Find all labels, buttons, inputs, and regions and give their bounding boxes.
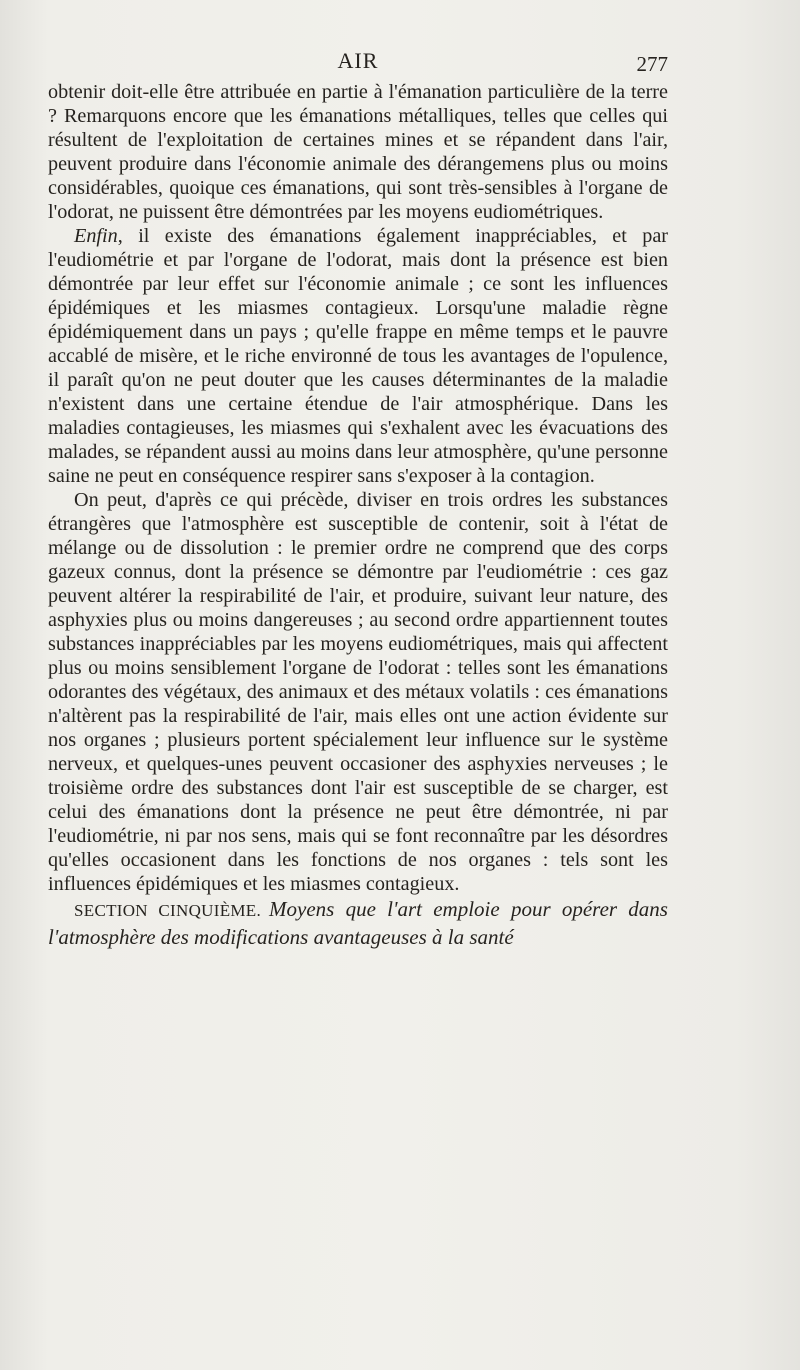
paragraph-text: On peut, d'après ce qui précède, diviser en trois ordres les substances étrangères que l'atmosphère est susceptible de contenir, soit à l'état de mélange ou de dissolution : le premier ordre ne comprend que des corps gazeux connus, dont la présence se démontre par l'eudiométrie : ces gaz peuvent altérer la respirabilité de l'air, et produire, suivant leur nature, des asphyxies plus ou moins dangereuses ; au second ordre appartiennent toutes substances inappréciables par les moyens eudiométriques, mais qui affectent plus ou moins sensiblement l'organe de l'odorat : telles sont les émanations odorantes des végétaux, des animaux et des métaux volatils : ces émanations n'altèrent pas la respirabilité de l'air, mais elles ont une action évidente sur nos organes ; plusieurs portent spécialement leur influence sur le système nerveux, et quelques-unes peuvent occasioner des asphyxies nerveuses ; le troisième ordre des substances dont l'air est susceptible de se charger, est celui des émanations dont la présence ne peut être démontrée, ni par l'eudiométrie, ni par nos sens, mais qui se font reconnaître par les désordres qu'elles occasionent dans les fonctions de nos organes : tels sont les influences épidémiques et les miasmes contagieux. xyxy=(48,489,668,895)
paragraph-continued xyxy=(48,80,668,224)
paragraph-text: obtenir doit-elle être attribuée en partie à l'émanation particulière de la terre ? Remarquons encore que les émanations métalliques, telles que celles qui résultent de l'exploitation de certaines mines et se répandent dans l'air, peuvent produire dans l'économie animale des dérangemens plus ou moins considérables, quoique ces émanations, qui sont très-sensibles à l'organe de l'odorat, ne puissent être démontrées par les moyens eudiométriques. xyxy=(48,81,668,223)
section-title: Moyens que l'art emploie pour opérer dans l'atmosphère des modifications avantageuses à la santé xyxy=(48,897,668,949)
page-number: 277 xyxy=(636,52,668,76)
paragraph-three-orders xyxy=(48,488,668,896)
section-label: SECTION CINQUIÈME. xyxy=(74,901,262,920)
running-head: AIR xyxy=(337,48,379,73)
page-header xyxy=(48,44,668,84)
paragraph-text: , il existe des émanations également inappréciables, et par l'eudiométrie et par l'organe de l'odorat, mais dont la présence est bien démontrée par leur effet sur l'économie animale ; ce sont les influences épidémiques et les miasmes contagieux. Lorsqu'une maladie règne épidémiquement dans un pays ; qu'elle frappe en même temps et le pauvre accablé de misère, et le riche environné de tous les avantages de l'opulence, il paraît qu'on ne peut douter que les causes déterminantes de la maladie n'existent dans une certaine étendue de l'air atmosphérique. Dans les maladies contagieuses, les miasmes qui s'exhalent avec les évacuations des malades, se répandent aussi au moins dans leur atmosphère, qu'une personne saine ne peut en conséquence respirer sans s'exposer à la contagion. xyxy=(48,225,668,487)
section-heading xyxy=(48,896,668,951)
paragraph-lead-word: Enfin xyxy=(74,225,118,247)
paragraph-enfin xyxy=(48,224,668,488)
body-text xyxy=(48,80,668,951)
